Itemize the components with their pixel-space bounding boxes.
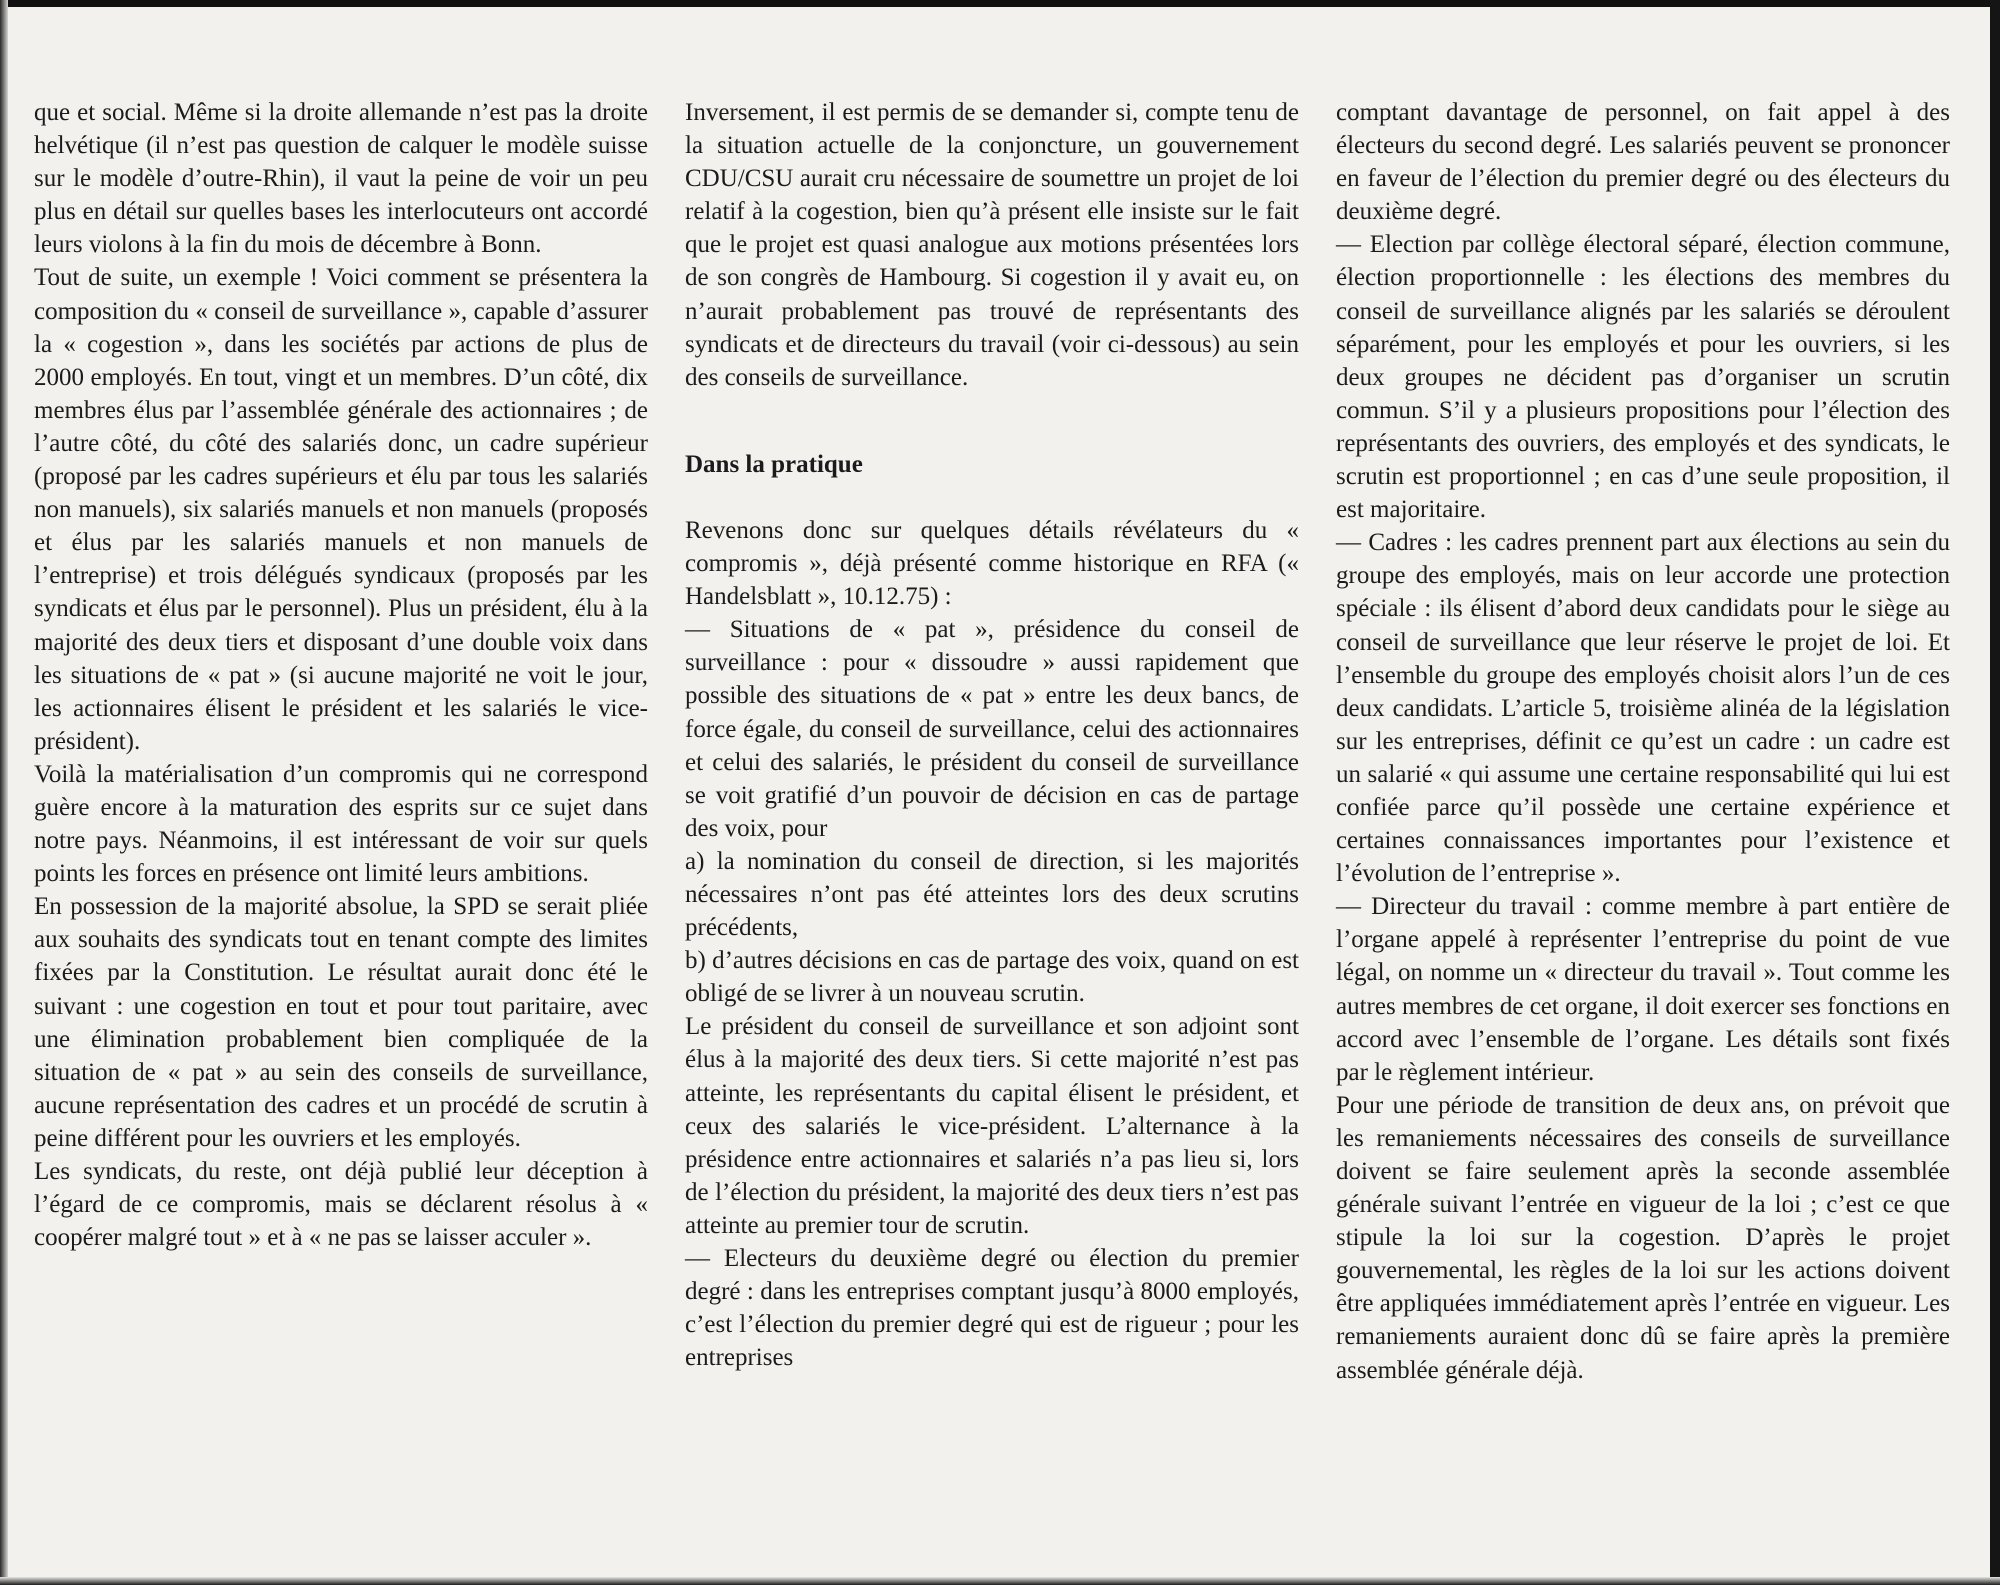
- paragraph: — Directeur du travail : comme membre à part entière de l’organe appelé à représenter l’entreprise du point de vue légal, on nomme un « directeur du travail ». Tout comme les autres membres de cet organe, il doit exercer ses fonctions en accord avec l’ensemble de l’organe. Les détails sont fixés par le règlement intérieur.: [1336, 893, 1950, 1086]
- section-heading: Dans la pratique: [685, 450, 863, 478]
- paragraph: que et social. Même si la droite allemande n’est pas la droite helvétique (il n’est pas question de calquer le modèle suisse sur le modèle d’outre-Rhin), il vaut la peine de voir un peu plus en détail sur quelles bases les interlocuteurs ont accordé leurs violons à la fin du mois de décembre à Bonn.: [34, 99, 648, 259]
- paragraph: — Election par collège électoral séparé, élection commune, élection proportionnelle : les élections des membres du conseil de surveillance alignés par les salariés se déroulent séparément, pour les employés et pour les ouvriers, si les deux groupes ne décident pas d’organiser un scrutin commun. S’il y a plusieurs propositions pour l’élection des représentants des ouvriers, des employés et des syndicats, le scrutin est proportionnel ; en cas d’une seule proposition, il est majoritaire.: [1336, 231, 1950, 524]
- paragraph: En possession de la majorité absolue, la SPD se serait pliée aux souhaits des syndicats tout en tenant compte des limites fixées par la Constitution. Le résultat aurait donc été le suivant : une cogestion en tout et pour tout paritaire, avec une élimination probablement bien compliquée de la situation de « pat » au sein des conseils de surveillance, aucune représentation des cadres et un procédé de scrutin à peine différent pour les ouvriers et les employés.: [34, 893, 648, 1152]
- scan-left-edge: [0, 0, 8, 1585]
- paragraph: Revenons donc sur quelques détails révélateurs du « compromis », déjà présenté comme historique en RFA (« Handelsblatt », 10.12.75) :: [685, 516, 1299, 611]
- scan-right-border: [1990, 0, 2000, 1585]
- text-column-3: [1336, 96, 1950, 1387]
- paragraph: — Situations de « pat », présidence du conseil de surveillance : pour « dissoudre » aussi rapidement que possible des situations de « pat » entre les deux bancs, de force égale, du conseil de surveillance, celui des actionnaires et celui des salariés, le président du conseil de surveillance se voit gratifié d’un pouvoir de décision en cas de partage des voix, pour: [685, 616, 1299, 842]
- paragraph: Inversement, il est permis de se demander si, compte tenu de la situation actuelle de la conjoncture, un gouvernement CDU/CSU aurait cru nécessaire de soumettre un projet de loi relatif à la cogestion, bien qu’à présent elle insiste sur le fait que le projet est quasi analogue aux motions présentées lors de son congrès de Hambourg. Si cogestion il y avait eu, on n’aurait probablement pas trouvé de représentants des syndicats et de directeurs du travail (voir ci-dessous) au sein des conseils de surveillance.: [685, 99, 1299, 391]
- paragraph: — Electeurs du deuxième degré ou élection du premier degré : dans les entreprises comptant jusqu’à 8000 employés, c’est l’élection du premier degré qui est de rigueur ; pour les entreprises: [685, 1245, 1299, 1372]
- paragraph: — Cadres : les cadres prennent part aux élections au sein du groupe des employés, mais on leur accorde une protection spéciale : ils élisent d’abord deux candidats pour le siège au conseil de surveillance que leur réserve le projet de loi. Et l’ensemble du groupe des employés choisit alors l’un de ces deux candidats. L’article 5, troisième alinéa de la législation sur les entreprises, définit ce qu’est un cadre : un cadre est un salarié « qui assume une certaine responsabilité qui lui est confiée parce qu’il possède une certaine expérience et certaines connaissances importantes pour l’existence et l’évolution de l’entreprise ».: [1336, 529, 1950, 888]
- paragraph: Tout de suite, un exemple ! Voici comment se présentera la composition du « conseil de surveillance », capable d’assurer la « cogestion », dans les sociétés par actions de plus de 2000 employés. En tout, vingt et un membres. D’un côté, dix membres élus par l’assemblée générale des actionnaires ; de l’autre côté, du côté des salariés donc, un cadre supérieur (proposé par les cadres supérieurs et élu par tous les salariés non manuels), six salariés manuels et non manuels (proposés et élus par les salariés manuels et non manuels de l’entreprise) et trois délégués syndicaux (proposés par les syndicats et élus par le personnel). Plus un président, élu à la majorité des deux tiers et disposant d’une double voix dans les situations de « pat » (si aucune majorité ne voit le jour, les actionnaires élisent le président et les salariés le vice-président).: [34, 264, 648, 755]
- paragraph: comptant davantage de personnel, on fait appel à des électeurs du second degré. Les salariés peuvent se prononcer en faveur de l’élection du premier degré ou des électeurs du deuxième degré.: [1336, 99, 1950, 226]
- paragraph: Voilà la matérialisation d’un compromis qui ne correspond guère encore à la maturation des esprits sur ce sujet dans notre pays. Néanmoins, il est intéressant de voir sur quels points les forces en présence ont limité leurs ambitions.: [34, 760, 648, 888]
- paragraph: Le président du conseil de surveillance et son adjoint sont élus à la majorité des deux tiers. Si cette majorité n’est pas atteinte, les représentants du capital élisent le président, et ceux des salariés le vice-président. L’alternance à la présidence entre actionnaires et salariés n’a pas lieu si, lors de l’élection du président, la majorité des deux tiers n’est pas atteinte au premier tour de scrutin.: [685, 1013, 1299, 1239]
- text-column-2: [685, 96, 1299, 1374]
- paragraph: Pour une période de transition de deux ans, on prévoit que les remaniements nécessaires des conseils de surveillance doivent se faire seulement après la seconde assemblée générale suivant l’entrée en vigueur de la loi ; c’est ce que stipule la loi sur la cogestion. D’après le projet gouvernemental, les règles de la loi sur les actions doivent être appliquées immédiatement après l’entrée en vigueur. Les remaniements auraient donc dû se faire après la première assemblée générale déjà.: [1336, 1091, 1950, 1384]
- scan-top-border: [0, 0, 2000, 7]
- scan-bottom-edge: [0, 1577, 2000, 1585]
- text-column-1: [34, 96, 648, 1254]
- paragraph: b) d’autres décisions en cas de partage des voix, quand on est obligé de se livrer à un nouveau scrutin.: [685, 947, 1299, 1008]
- paragraph: a) la nomination du conseil de direction, si les majorités nécessaires n’ont pas été atteintes lors des deux scrutins précédents,: [685, 847, 1299, 942]
- paragraph: Les syndicats, du reste, ont déjà publié leur déception à l’égard de ce compromis, mais se déclarent résolus à « coopérer malgré tout » et à « ne pas se laisser acculer ».: [34, 1158, 648, 1252]
